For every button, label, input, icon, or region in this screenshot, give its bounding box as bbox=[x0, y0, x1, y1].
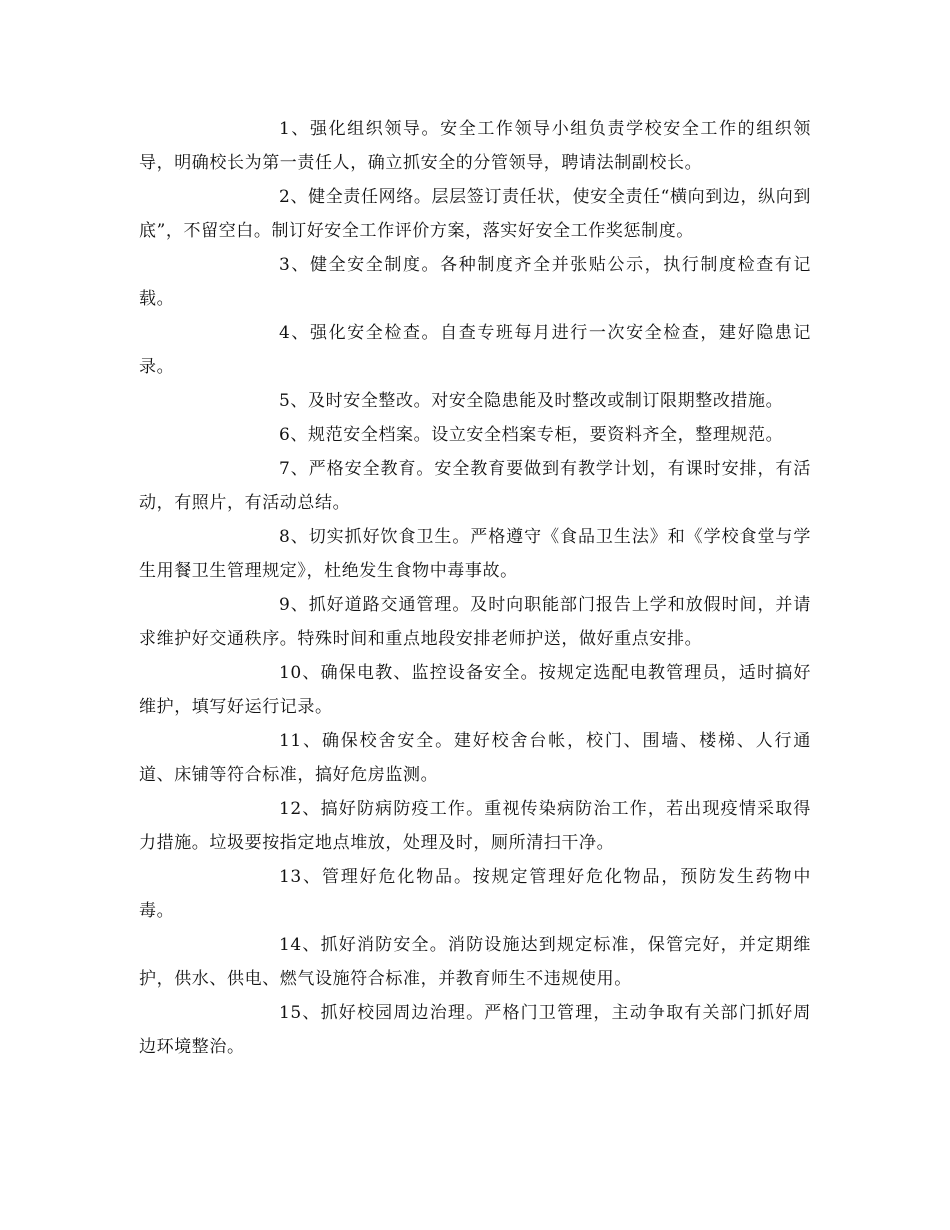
document-body bbox=[139, 112, 811, 1064]
paragraph-item-1: 1、强化组织领导。安全工作领导小组负责学校安全工作的组织领导，明确校长为第一责任人，确立抓安全的分管领导，聘请法制副校长。 bbox=[139, 119, 811, 173]
paragraph-item-14: 14、抓好消防安全。消防设施达到规定标准，保管完好，并定期维护，供水、供电、燃气设施符合标准，并教育师生不违规使用。 bbox=[139, 935, 811, 989]
paragraph-item-6: 6、规范安全档案。设立安全档案专柜，要资料齐全，整理规范。 bbox=[279, 425, 784, 445]
paragraph-item-5: 5、及时安全整改。对安全隐患能及时整改或制订限期整改措施。 bbox=[279, 391, 784, 411]
paragraph-item-13: 13、管理好危化物品。按规定管理好危化物品，预防发生药物中毒。 bbox=[139, 867, 811, 921]
paragraph-item-9: 9、抓好道路交通管理。及时向职能部门报告上学和放假时间，并请求维护好交通秩序。特殊时间和重点地段安排老师护送，做好重点安排。 bbox=[139, 595, 811, 649]
paragraph-item-12: 12、搞好防病防疫工作。重视传染病防治工作，若出现疫情采取得力措施。垃圾要按指定地点堆放，处理及时，厕所清扫干净。 bbox=[139, 799, 811, 853]
paragraph-item-4: 4、强化安全检查。自查专班每月进行一次安全检查，建好隐患记录。 bbox=[139, 323, 811, 377]
paragraph-item-15: 15、抓好校园周边治理。严格门卫管理，主动争取有关部门抓好周边环境整治。 bbox=[139, 1003, 811, 1057]
paragraph-item-10: 10、确保电教、监控设备安全。按规定选配电教管理员，适时搞好维护，填写好运行记录。 bbox=[139, 663, 811, 717]
paragraph-item-2: 2、健全责任网络。层层签订责任状，使安全责任“横向到边，纵向到底”，不留空白。制订好安全工作评价方案，落实好安全工作奖惩制度。 bbox=[139, 187, 811, 241]
paragraph-item-8: 8、切实抓好饮食卫生。严格遵守《食品卫生法》和《学校食堂与学生用餐卫生管理规定》，杜绝发生食物中毒事故。 bbox=[139, 527, 811, 581]
paragraph-item-11: 11、确保校舍安全。建好校舍台帐，校门、围墙、楼梯、人行通道、床铺等符合标准，搞好危房监测。 bbox=[139, 731, 811, 785]
paragraph-item-7: 7、严格安全教育。安全教育要做到有教学计划，有课时安排，有活动，有照片，有活动总结。 bbox=[139, 459, 811, 513]
paragraph-item-3: 3、健全安全制度。各种制度齐全并张贴公示，执行制度检查有记载。 bbox=[139, 255, 811, 309]
